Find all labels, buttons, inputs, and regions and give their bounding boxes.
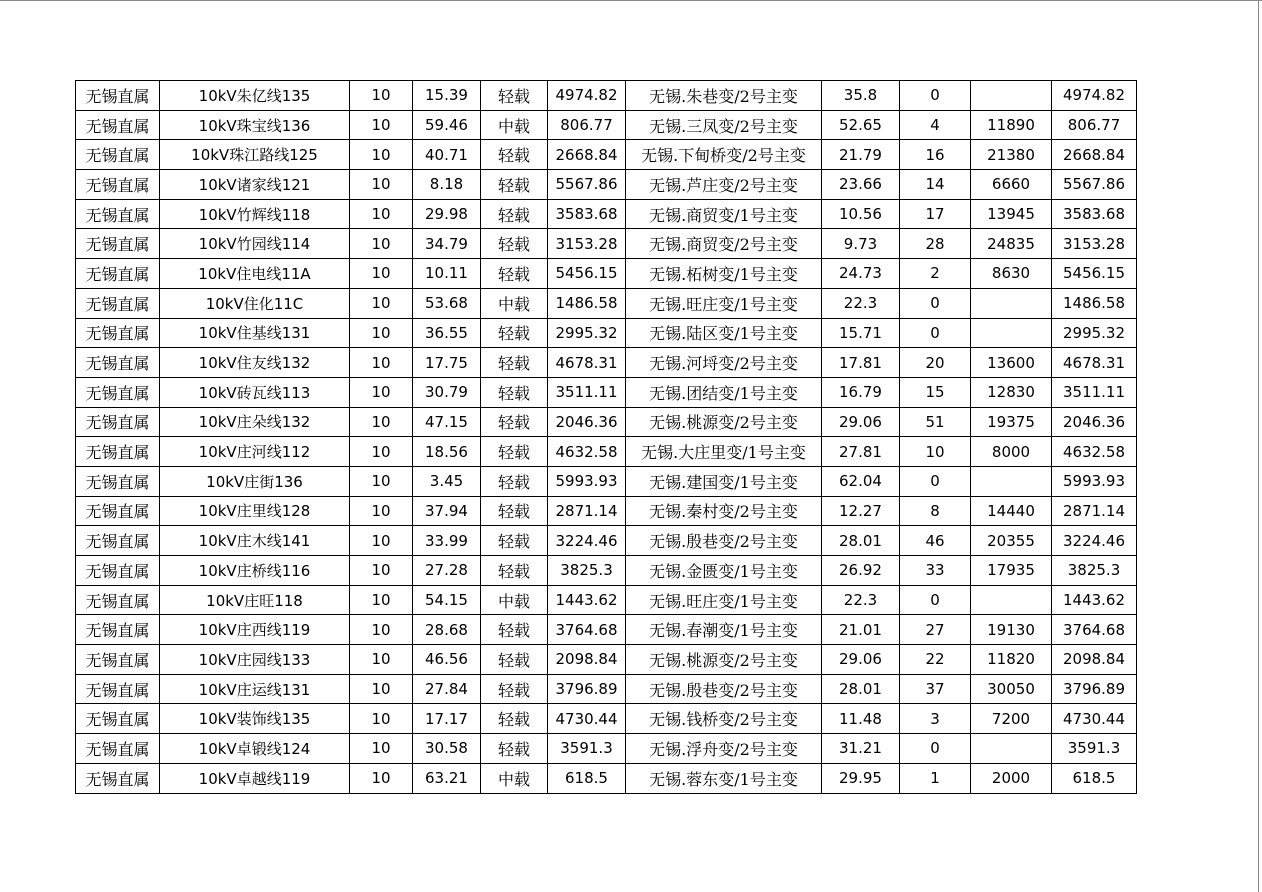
remaining-capacity-cell: 3764.68 [1052,615,1137,645]
load-status-cell: 轻载 [481,466,548,496]
user-capacity-cell: 21380 [971,140,1052,170]
load-rate-cell: 18.56 [413,437,481,467]
remaining-capacity-cell: 3796.89 [1052,674,1137,704]
line-name-cell: 10kV住基线131 [160,318,350,348]
user-count-cell: 33 [900,556,971,586]
company-cell: 无锡直属 [76,199,160,229]
load-status-cell: 中载 [481,763,548,793]
company-cell: 无锡直属 [76,377,160,407]
load-rate-cell: 59.46 [413,110,481,140]
load-status-cell: 中载 [481,288,548,318]
load-rate-cell: 15.39 [413,81,481,111]
table-row [76,556,1137,586]
voltage-cell: 10 [350,229,413,259]
load-rate-cell: 37.94 [413,496,481,526]
transformer-cell: 无锡.浮舟变/2号主变 [626,734,822,764]
available-capacity-cell: 4974.82 [548,81,626,111]
transformer-load-rate-cell: 23.66 [822,170,900,200]
transformer-cell: 无锡.秦村变/2号主变 [626,496,822,526]
user-capacity-cell [971,288,1052,318]
table-row [76,615,1137,645]
voltage-cell: 10 [350,763,413,793]
voltage-cell: 10 [350,407,413,437]
available-capacity-cell: 618.5 [548,763,626,793]
available-capacity-cell: 3591.3 [548,734,626,764]
user-capacity-cell: 8630 [971,259,1052,289]
available-capacity-cell: 3583.68 [548,199,626,229]
available-capacity-cell: 1443.62 [548,585,626,615]
transformer-load-rate-cell: 17.81 [822,348,900,378]
table-row [76,377,1137,407]
company-cell: 无锡直属 [76,704,160,734]
table-body [76,81,1137,794]
load-rate-cell: 30.79 [413,377,481,407]
user-count-cell: 46 [900,526,971,556]
user-count-cell: 8 [900,496,971,526]
transformer-cell: 无锡.河埒变/2号主变 [626,348,822,378]
load-rate-cell: 8.18 [413,170,481,200]
load-status-cell: 轻载 [481,645,548,675]
transformer-cell: 无锡.春潮变/1号主变 [626,615,822,645]
voltage-cell: 10 [350,259,413,289]
table-row [76,437,1137,467]
available-capacity-cell: 2046.36 [548,407,626,437]
table-row [76,763,1137,793]
page-right-edge [1258,0,1259,892]
transformer-load-rate-cell: 11.48 [822,704,900,734]
transformer-load-rate-cell: 10.56 [822,199,900,229]
available-capacity-cell: 4730.44 [548,704,626,734]
transformer-load-rate-cell: 15.71 [822,318,900,348]
user-count-cell: 10 [900,437,971,467]
company-cell: 无锡直属 [76,674,160,704]
transformer-cell: 无锡.殷巷变/2号主变 [626,526,822,556]
company-cell: 无锡直属 [76,585,160,615]
user-capacity-cell: 13945 [971,199,1052,229]
load-status-cell: 中载 [481,110,548,140]
transformer-cell: 无锡.旺庄变/1号主变 [626,288,822,318]
company-cell: 无锡直属 [76,526,160,556]
remaining-capacity-cell: 3153.28 [1052,229,1137,259]
load-status-cell: 轻载 [481,229,548,259]
load-rate-cell: 27.84 [413,674,481,704]
line-name-cell: 10kV珠江路线125 [160,140,350,170]
transformer-load-rate-cell: 29.95 [822,763,900,793]
table-row [76,199,1137,229]
load-status-cell: 轻载 [481,556,548,586]
line-name-cell: 10kV住化11C [160,288,350,318]
remaining-capacity-cell: 4730.44 [1052,704,1137,734]
company-cell: 无锡直属 [76,734,160,764]
table-row [76,496,1137,526]
remaining-capacity-cell: 4632.58 [1052,437,1137,467]
user-count-cell: 0 [900,318,971,348]
transformer-cell: 无锡.商贸变/1号主变 [626,199,822,229]
transformer-cell: 无锡.下甸桥变/2号主变 [626,140,822,170]
transformer-cell: 无锡.团结变/1号主变 [626,377,822,407]
transformer-cell: 无锡.旺庄变/1号主变 [626,585,822,615]
user-count-cell: 17 [900,199,971,229]
table-row [76,407,1137,437]
available-capacity-cell: 1486.58 [548,288,626,318]
table-row [76,704,1137,734]
user-capacity-cell: 11890 [971,110,1052,140]
line-name-cell: 10kV庄运线131 [160,674,350,704]
user-count-cell: 3 [900,704,971,734]
voltage-cell: 10 [350,615,413,645]
line-name-cell: 10kV朱亿线135 [160,81,350,111]
transformer-load-rate-cell: 52.65 [822,110,900,140]
load-status-cell: 轻载 [481,348,548,378]
user-count-cell: 22 [900,645,971,675]
user-count-cell: 1 [900,763,971,793]
load-rate-cell: 47.15 [413,407,481,437]
user-count-cell: 28 [900,229,971,259]
load-status-cell: 轻载 [481,615,548,645]
user-capacity-cell [971,585,1052,615]
load-status-cell: 中载 [481,585,548,615]
voltage-cell: 10 [350,526,413,556]
line-name-cell: 10kV庄园线133 [160,645,350,675]
voltage-cell: 10 [350,645,413,675]
voltage-cell: 10 [350,556,413,586]
voltage-cell: 10 [350,674,413,704]
voltage-cell: 10 [350,348,413,378]
load-status-cell: 轻载 [481,407,548,437]
transformer-cell: 无锡.商贸变/2号主变 [626,229,822,259]
voltage-cell: 10 [350,140,413,170]
available-capacity-cell: 3511.11 [548,377,626,407]
remaining-capacity-cell: 3825.3 [1052,556,1137,586]
remaining-capacity-cell: 3511.11 [1052,377,1137,407]
user-count-cell: 20 [900,348,971,378]
load-rate-cell: 29.98 [413,199,481,229]
user-count-cell: 4 [900,110,971,140]
load-status-cell: 轻载 [481,199,548,229]
remaining-capacity-cell: 3591.3 [1052,734,1137,764]
voltage-cell: 10 [350,496,413,526]
remaining-capacity-cell: 2871.14 [1052,496,1137,526]
company-cell: 无锡直属 [76,288,160,318]
transformer-cell: 无锡.金匮变/1号主变 [626,556,822,586]
voltage-cell: 10 [350,110,413,140]
user-capacity-cell: 20355 [971,526,1052,556]
line-name-cell: 10kV庄街136 [160,466,350,496]
load-rate-cell: 46.56 [413,645,481,675]
transformer-cell: 无锡.钱桥变/2号主变 [626,704,822,734]
voltage-cell: 10 [350,170,413,200]
available-capacity-cell: 3224.46 [548,526,626,556]
company-cell: 无锡直属 [76,140,160,170]
user-capacity-cell [971,81,1052,111]
transformer-cell: 无锡.桃源变/2号主变 [626,645,822,675]
transformer-load-rate-cell: 29.06 [822,645,900,675]
transformer-load-rate-cell: 28.01 [822,526,900,556]
user-count-cell: 16 [900,140,971,170]
table-row [76,81,1137,111]
company-cell: 无锡直属 [76,318,160,348]
user-capacity-cell: 30050 [971,674,1052,704]
line-name-cell: 10kV庄西线119 [160,615,350,645]
voltage-cell: 10 [350,437,413,467]
load-status-cell: 轻载 [481,259,548,289]
transformer-load-rate-cell: 24.73 [822,259,900,289]
voltage-cell: 10 [350,199,413,229]
transformer-cell: 无锡.建国变/1号主变 [626,466,822,496]
table-row [76,645,1137,675]
company-cell: 无锡直属 [76,110,160,140]
remaining-capacity-cell: 3583.68 [1052,199,1137,229]
remaining-capacity-cell: 3224.46 [1052,526,1137,556]
user-capacity-cell [971,466,1052,496]
transformer-cell: 无锡.蓉东变/1号主变 [626,763,822,793]
voltage-cell: 10 [350,288,413,318]
remaining-capacity-cell: 1443.62 [1052,585,1137,615]
user-count-cell: 27 [900,615,971,645]
load-rate-cell: 27.28 [413,556,481,586]
load-status-cell: 轻载 [481,734,548,764]
line-name-cell: 10kV庄桥线116 [160,556,350,586]
user-count-cell: 14 [900,170,971,200]
table-row [76,288,1137,318]
transformer-load-rate-cell: 29.06 [822,407,900,437]
transformer-load-rate-cell: 28.01 [822,674,900,704]
voltage-cell: 10 [350,585,413,615]
remaining-capacity-cell: 5456.15 [1052,259,1137,289]
company-cell: 无锡直属 [76,229,160,259]
company-cell: 无锡直属 [76,645,160,675]
user-count-cell: 0 [900,466,971,496]
company-cell: 无锡直属 [76,407,160,437]
user-capacity-cell: 6660 [971,170,1052,200]
company-cell: 无锡直属 [76,556,160,586]
transformer-cell: 无锡.殷巷变/2号主变 [626,674,822,704]
remaining-capacity-cell: 2668.84 [1052,140,1137,170]
line-name-cell: 10kV竹辉线118 [160,199,350,229]
voltage-cell: 10 [350,734,413,764]
remaining-capacity-cell: 2046.36 [1052,407,1137,437]
load-rate-cell: 54.15 [413,585,481,615]
user-capacity-cell [971,734,1052,764]
load-status-cell: 轻载 [481,526,548,556]
user-capacity-cell [971,318,1052,348]
load-rate-cell: 33.99 [413,526,481,556]
user-capacity-cell: 2000 [971,763,1052,793]
transformer-load-rate-cell: 22.3 [822,585,900,615]
company-cell: 无锡直属 [76,437,160,467]
company-cell: 无锡直属 [76,81,160,111]
line-name-cell: 10kV庄河线112 [160,437,350,467]
available-capacity-cell: 2995.32 [548,318,626,348]
load-rate-cell: 34.79 [413,229,481,259]
line-name-cell: 10kV卓越线119 [160,763,350,793]
load-rate-cell: 63.21 [413,763,481,793]
user-count-cell: 0 [900,81,971,111]
available-capacity-cell: 3825.3 [548,556,626,586]
feeder-load-table [75,80,1137,794]
user-capacity-cell: 11820 [971,645,1052,675]
company-cell: 无锡直属 [76,615,160,645]
load-rate-cell: 17.17 [413,704,481,734]
company-cell: 无锡直属 [76,466,160,496]
company-cell: 无锡直属 [76,348,160,378]
line-name-cell: 10kV庄木线141 [160,526,350,556]
table-row [76,348,1137,378]
table-row [76,585,1137,615]
load-rate-cell: 30.58 [413,734,481,764]
user-count-cell: 0 [900,288,971,318]
line-name-cell: 10kV庄里线128 [160,496,350,526]
load-status-cell: 轻载 [481,318,548,348]
line-name-cell: 10kV卓锻线124 [160,734,350,764]
voltage-cell: 10 [350,466,413,496]
load-status-cell: 轻载 [481,704,548,734]
load-rate-cell: 10.11 [413,259,481,289]
line-name-cell: 10kV竹园线114 [160,229,350,259]
user-capacity-cell: 19130 [971,615,1052,645]
company-cell: 无锡直属 [76,496,160,526]
table-row [76,140,1137,170]
transformer-load-rate-cell: 31.21 [822,734,900,764]
line-name-cell: 10kV庄旺118 [160,585,350,615]
voltage-cell: 10 [350,81,413,111]
table-row [76,526,1137,556]
voltage-cell: 10 [350,377,413,407]
transformer-cell: 无锡.朱巷变/2号主变 [626,81,822,111]
available-capacity-cell: 5993.93 [548,466,626,496]
line-name-cell: 10kV诸家线121 [160,170,350,200]
table-row [76,466,1137,496]
line-name-cell: 10kV住友线132 [160,348,350,378]
user-count-cell: 2 [900,259,971,289]
load-status-cell: 轻载 [481,377,548,407]
transformer-load-rate-cell: 12.27 [822,496,900,526]
load-rate-cell: 36.55 [413,318,481,348]
user-capacity-cell: 7200 [971,704,1052,734]
transformer-load-rate-cell: 27.81 [822,437,900,467]
load-status-cell: 轻载 [481,140,548,170]
transformer-load-rate-cell: 21.01 [822,615,900,645]
table-row [76,734,1137,764]
line-name-cell: 10kV珠宝线136 [160,110,350,140]
company-cell: 无锡直属 [76,259,160,289]
remaining-capacity-cell: 1486.58 [1052,288,1137,318]
transformer-cell: 无锡.大庄里变/1号主变 [626,437,822,467]
user-capacity-cell: 19375 [971,407,1052,437]
available-capacity-cell: 3153.28 [548,229,626,259]
table-row [76,110,1137,140]
transformer-load-rate-cell: 22.3 [822,288,900,318]
remaining-capacity-cell: 2995.32 [1052,318,1137,348]
remaining-capacity-cell: 5567.86 [1052,170,1137,200]
load-status-cell: 轻载 [481,496,548,526]
table-row [76,170,1137,200]
available-capacity-cell: 806.77 [548,110,626,140]
transformer-load-rate-cell: 26.92 [822,556,900,586]
user-count-cell: 51 [900,407,971,437]
company-cell: 无锡直属 [76,763,160,793]
transformer-cell: 无锡.桃源变/2号主变 [626,407,822,437]
transformer-cell: 无锡.芦庄变/2号主变 [626,170,822,200]
remaining-capacity-cell: 4678.31 [1052,348,1137,378]
available-capacity-cell: 4678.31 [548,348,626,378]
table-row [76,674,1137,704]
available-capacity-cell: 2668.84 [548,140,626,170]
load-rate-cell: 17.75 [413,348,481,378]
transformer-cell: 无锡.柘树变/1号主变 [626,259,822,289]
line-name-cell: 10kV住电线11A [160,259,350,289]
line-name-cell: 10kV砖瓦线113 [160,377,350,407]
voltage-cell: 10 [350,704,413,734]
transformer-load-rate-cell: 62.04 [822,466,900,496]
user-count-cell: 15 [900,377,971,407]
transformer-cell: 无锡.陆区变/1号主变 [626,318,822,348]
user-capacity-cell: 14440 [971,496,1052,526]
load-rate-cell: 3.45 [413,466,481,496]
load-rate-cell: 40.71 [413,140,481,170]
remaining-capacity-cell: 5993.93 [1052,466,1137,496]
table-row [76,229,1137,259]
user-capacity-cell: 24835 [971,229,1052,259]
table-row [76,318,1137,348]
user-count-cell: 37 [900,674,971,704]
available-capacity-cell: 4632.58 [548,437,626,467]
remaining-capacity-cell: 618.5 [1052,763,1137,793]
voltage-cell: 10 [350,318,413,348]
table-row [76,259,1137,289]
user-count-cell: 0 [900,585,971,615]
available-capacity-cell: 3796.89 [548,674,626,704]
load-status-cell: 轻载 [481,437,548,467]
load-status-cell: 轻载 [481,170,548,200]
transformer-load-rate-cell: 21.79 [822,140,900,170]
line-name-cell: 10kV庄朵线132 [160,407,350,437]
available-capacity-cell: 2098.84 [548,645,626,675]
company-cell: 无锡直属 [76,170,160,200]
transformer-load-rate-cell: 35.8 [822,81,900,111]
user-count-cell: 0 [900,734,971,764]
user-capacity-cell: 12830 [971,377,1052,407]
remaining-capacity-cell: 2098.84 [1052,645,1137,675]
load-rate-cell: 53.68 [413,288,481,318]
remaining-capacity-cell: 4974.82 [1052,81,1137,111]
user-capacity-cell: 17935 [971,556,1052,586]
available-capacity-cell: 5567.86 [548,170,626,200]
transformer-cell: 无锡.三凤变/2号主变 [626,110,822,140]
user-capacity-cell: 8000 [971,437,1052,467]
page-top-edge [0,0,1262,1]
user-capacity-cell: 13600 [971,348,1052,378]
remaining-capacity-cell: 806.77 [1052,110,1137,140]
transformer-load-rate-cell: 16.79 [822,377,900,407]
load-rate-cell: 28.68 [413,615,481,645]
load-status-cell: 轻载 [481,81,548,111]
transformer-load-rate-cell: 9.73 [822,229,900,259]
line-name-cell: 10kV装饰线135 [160,704,350,734]
available-capacity-cell: 2871.14 [548,496,626,526]
available-capacity-cell: 5456.15 [548,259,626,289]
load-status-cell: 轻载 [481,674,548,704]
available-capacity-cell: 3764.68 [548,615,626,645]
